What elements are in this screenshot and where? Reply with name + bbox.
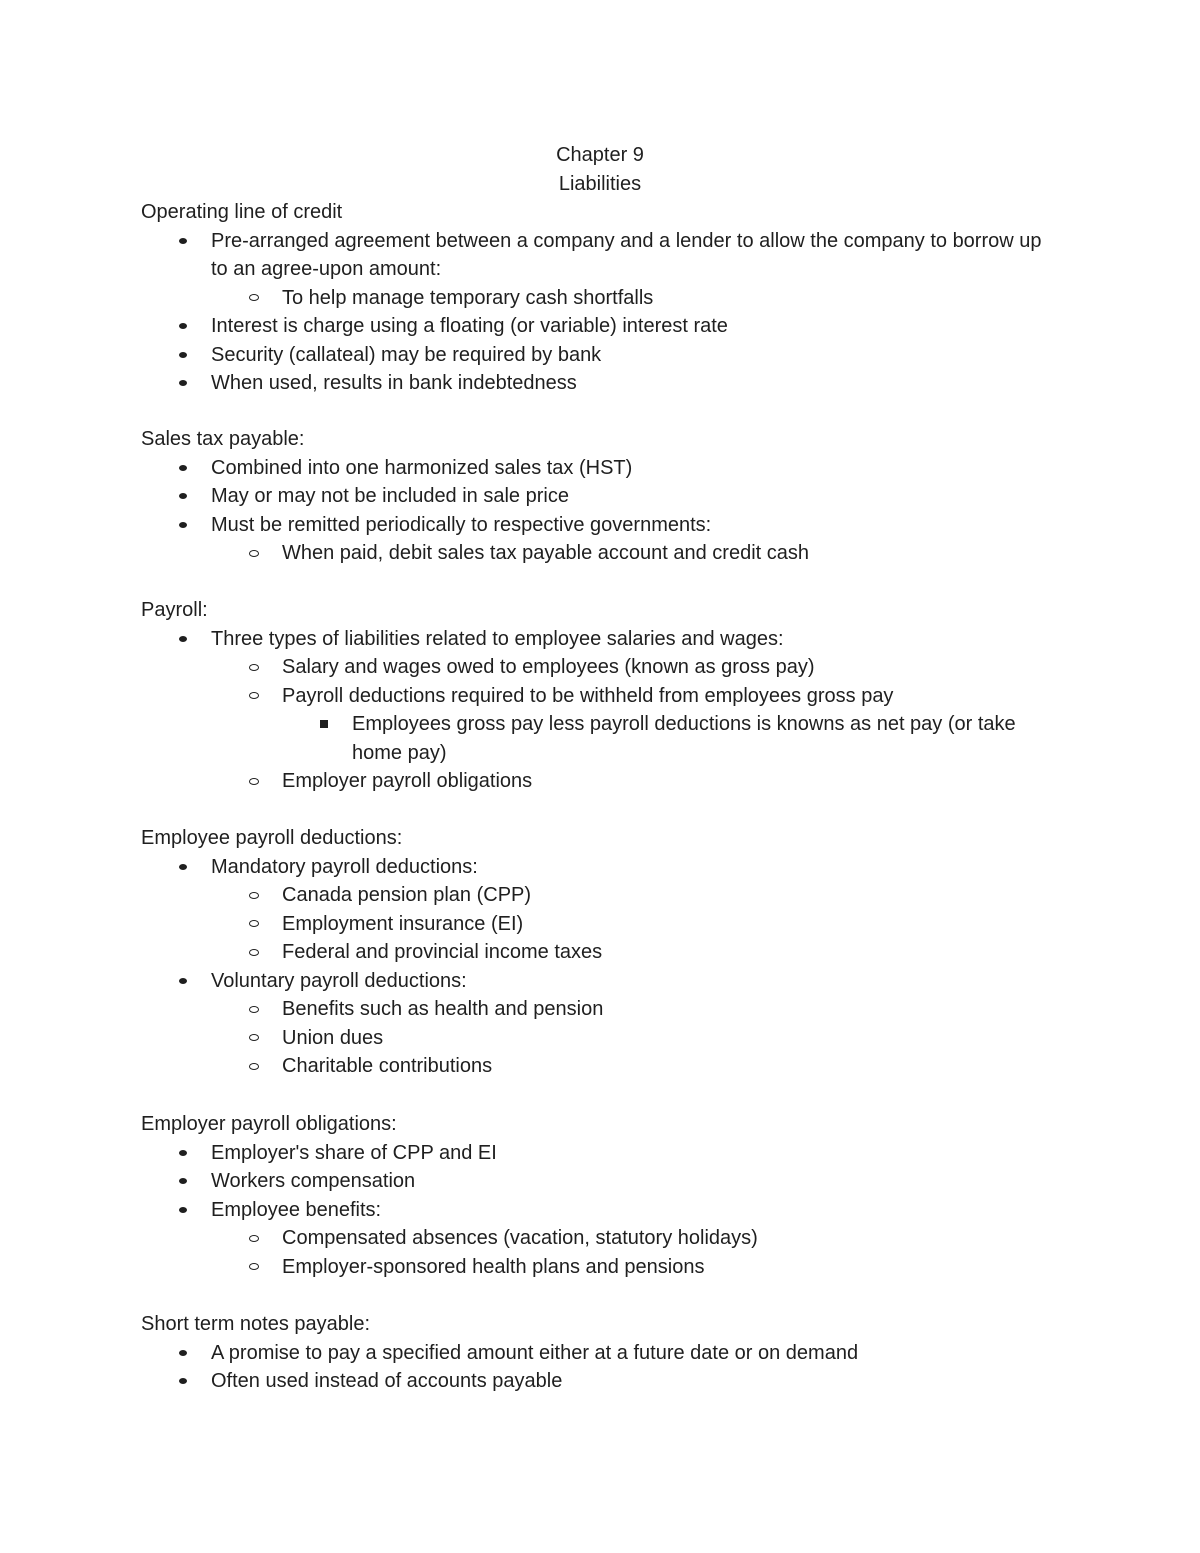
list-item: [141, 995, 1061, 1024]
list-item-text: Employer payroll obligations: [282, 770, 533, 792]
list-item-text: Canada pension plan (CPP): [282, 884, 532, 906]
list-item: [141, 938, 1061, 967]
bullet-dot-icon: [176, 482, 190, 511]
list-item-text: Charitable contributions: [282, 1055, 493, 1077]
list-item: [141, 653, 1061, 682]
section-payroll: [141, 596, 1061, 796]
list-item-text: Mandatory payroll deductions:: [211, 855, 478, 878]
list-item: [141, 454, 1061, 483]
list-item-text: Federal and provincial income taxes: [282, 941, 603, 963]
bullet-ring-icon: [247, 539, 261, 568]
bullet-dot-icon: [176, 312, 190, 341]
list-item-text: Union dues: [282, 1026, 384, 1049]
list-item: [141, 1139, 1061, 1168]
list-item: [141, 1052, 1061, 1081]
list-item: [141, 682, 1061, 711]
bullet-dot-icon: [176, 511, 190, 540]
bullet-dot-icon: [176, 853, 190, 882]
list-item-text: Payroll deductions required to be withheld from employees gross pay: [282, 684, 894, 707]
bullet-ring-icon: [247, 653, 261, 682]
list-item: [141, 625, 1061, 654]
section-employer-payroll-obligations: [141, 1110, 1061, 1281]
list-item: [141, 1196, 1061, 1225]
section-heading: Short term notes payable:: [141, 1313, 371, 1335]
list-item: [141, 312, 1061, 341]
list-item: [141, 284, 1061, 313]
list-item-text: Interest is charge using a floating (or variable) interest rate: [211, 315, 728, 337]
bullet-dot-icon: [176, 369, 190, 398]
list-item-text: Pre-arranged agreement between a company and a lender to allow the company to borrow up to an agree-upon amount:: [211, 229, 1042, 280]
list-item-text: Must be remitted periodically to respective governments:: [211, 513, 712, 536]
list-item: [141, 539, 1061, 568]
bullet-dot-icon: [176, 967, 190, 996]
section-heading: Employee payroll deductions:: [141, 827, 403, 849]
list-item: [141, 227, 1061, 284]
bullet-square-icon: [317, 710, 331, 739]
bullet-ring-icon: [247, 910, 261, 939]
bullet-ring-icon: [247, 1253, 261, 1282]
bullet-dot-icon: [176, 1167, 190, 1196]
list-item: [141, 1367, 1061, 1396]
section-employee-payroll-deductions: [141, 824, 1061, 1081]
bullet-ring-icon: [247, 1024, 261, 1053]
bullet-ring-icon: [247, 995, 261, 1024]
list-item-text: Employees gross pay less payroll deductions is knowns as net pay (or take home pay): [352, 713, 1016, 764]
bullet-ring-icon: [247, 284, 261, 313]
list-item: [141, 1339, 1061, 1368]
bullet-dot-icon: [176, 1139, 190, 1168]
list-item-text: Voluntary payroll deductions:: [211, 969, 467, 992]
bullet-dot-icon: [176, 341, 190, 370]
list-item-text: When paid, debit sales tax payable account and credit cash: [282, 542, 809, 564]
bullet-ring-icon: [247, 767, 261, 796]
bullet-ring-icon: [247, 938, 261, 967]
section-heading: Sales tax payable:: [141, 428, 305, 450]
list-item: [141, 1024, 1061, 1053]
list-item: [141, 1224, 1061, 1253]
bullet-dot-icon: [176, 625, 190, 654]
bullet-ring-icon: [247, 1224, 261, 1253]
list-item: [141, 710, 1061, 767]
section-short-term-notes-payable: [141, 1310, 1061, 1396]
bullet-ring-icon: [247, 881, 261, 910]
bullet-dot-icon: [176, 1367, 190, 1396]
list-item: [141, 910, 1061, 939]
list-item: [141, 967, 1061, 996]
list-item-text: Workers compensation: [211, 1170, 416, 1192]
list-item-text: Combined into one harmonized sales tax (HST): [211, 456, 633, 479]
chapter-title: Chapter 9: [556, 144, 644, 166]
document-title: [0, 141, 1200, 199]
section-sales-tax-payable: [141, 425, 1061, 568]
section-heading: Payroll:: [141, 599, 208, 621]
list-item: [141, 881, 1061, 910]
list-item-text: When used, results in bank indebtedness: [211, 372, 577, 394]
list-item-text: Security (callateal) may be required by bank: [211, 343, 602, 366]
list-item-text: May or may not be included in sale price: [211, 485, 569, 507]
list-item-text: Often used instead of accounts payable: [211, 1370, 563, 1392]
list-item: [141, 853, 1061, 882]
bullet-dot-icon: [176, 454, 190, 483]
bullet-ring-icon: [247, 682, 261, 711]
list-item: [141, 1253, 1061, 1282]
section-heading: Operating line of credit: [141, 201, 343, 223]
list-item-text: Salary and wages owed to employees (known as gross pay): [282, 656, 815, 678]
list-item-text: Employment insurance (EI): [282, 912, 524, 935]
list-item-text: Employer-sponsored health plans and pensions: [282, 1255, 705, 1278]
bullet-dot-icon: [176, 1196, 190, 1225]
bullet-ring-icon: [247, 1052, 261, 1081]
list-item: [141, 341, 1061, 370]
list-item-text: To help manage temporary cash shortfalls: [282, 286, 654, 309]
list-item: [141, 511, 1061, 540]
list-item: [141, 482, 1061, 511]
section-heading: Employer payroll obligations:: [141, 1113, 397, 1135]
chapter-subtitle: Liabilities: [558, 173, 642, 195]
list-item: [141, 767, 1061, 796]
bullet-dot-icon: [176, 1339, 190, 1368]
list-item-text: A promise to pay a specified amount either at a future date or on demand: [211, 1341, 859, 1364]
list-item-text: Employer's share of CPP and EI: [211, 1141, 497, 1164]
section-operating-line-of-credit: [141, 198, 1061, 398]
bullet-dot-icon: [176, 227, 190, 256]
list-item: [141, 369, 1061, 398]
list-item-text: Three types of liabilities related to employee salaries and wages:: [211, 627, 784, 650]
list-item-text: Compensated absences (vacation, statutory holidays): [282, 1227, 758, 1249]
list-item: [141, 1167, 1061, 1196]
list-item-text: Benefits such as health and pension: [282, 998, 604, 1020]
list-item-text: Employee benefits:: [211, 1198, 382, 1221]
